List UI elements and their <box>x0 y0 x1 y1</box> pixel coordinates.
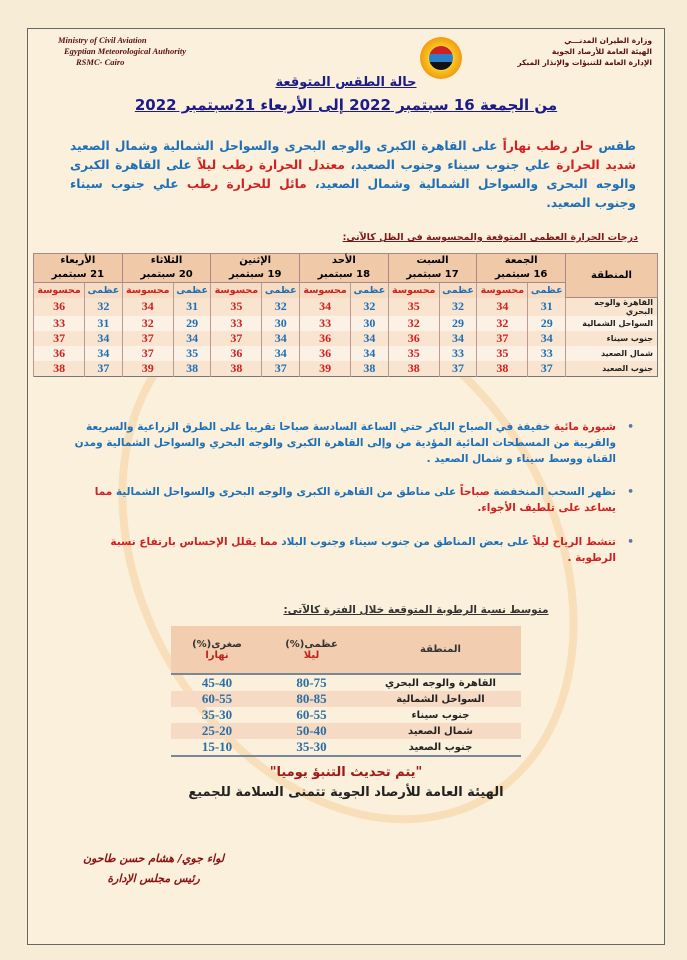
max-temp-cell: 37 <box>439 361 477 377</box>
feel-temp-cell: 39 <box>122 361 173 377</box>
feel-temp-cell: 34 <box>477 298 528 317</box>
max-temp-cell: 37 <box>85 361 123 377</box>
text-segment: شبورة مائية <box>553 421 616 433</box>
text-segment: تظهر السحب المنخفضة <box>489 486 616 498</box>
forecast-document <box>27 28 665 945</box>
day-header <box>388 254 477 283</box>
max-humidity-cell: 35-30 <box>296 739 327 754</box>
text-segment: خفيفة في الصباح الباكر حتي الساعة السادسة صباحا تقريبا على الطرق الزراعية والسريعة والقريبة من المسطحات المائية المؤدية من وإلى القاهرة الكبرى والوجه البحري والسواحل الشمالية ومدن القناة ووسط سيناء و شمال الصعيد . <box>74 421 616 465</box>
max-label: عظمى <box>173 283 211 298</box>
signature-name: لواء جوي/ هشام حسن طاحون <box>83 852 225 865</box>
feel-temp-cell: 38 <box>388 361 439 377</box>
text-segment: على القاهرة الكبرى والوجه البحرى والسواحل الشمالية وشمال الصعيد، <box>70 158 637 191</box>
feel-temp-cell: 35 <box>388 346 439 361</box>
bullet-item <box>68 484 634 516</box>
max-temp-cell: 34 <box>173 331 211 346</box>
table-row <box>34 331 658 346</box>
table-header <box>34 254 658 298</box>
max-temp-cell: 29 <box>173 316 211 331</box>
day-header <box>211 254 300 283</box>
max-temp-cell: 32 <box>262 298 300 317</box>
feel-temp-cell: 36 <box>300 331 351 346</box>
text-segment: على بعض المناطق من جنوب سيناء وجنوب البلاد <box>277 536 533 548</box>
subheader-row <box>34 283 658 298</box>
max-humidity-cell: 50-40 <box>263 723 360 739</box>
header-line: الهيئة العامة للأرصاد الجوية <box>551 47 652 56</box>
feel-temp-cell: 32 <box>122 316 173 331</box>
feel-temp-cell: 37 <box>122 346 173 361</box>
header-line: الإدارة العامة للتنبؤات والإنذار المبكر <box>517 58 652 67</box>
day-date: 16 سبتمبر <box>494 269 548 280</box>
page-title: حالة الطقس المتوقعة <box>275 75 417 90</box>
max-temp-cell: 34 <box>528 331 566 346</box>
region-cell: جنوب الصعيد <box>408 741 473 753</box>
bullet-item <box>68 419 634 467</box>
max-temp-cell: 33 <box>528 346 566 361</box>
max-temp-cell: 34 <box>351 331 389 346</box>
day-header <box>300 254 389 283</box>
table-row <box>34 346 658 361</box>
region-cell: جنوب سيناء <box>566 331 658 346</box>
text-segment: مما يقلل الإحساس بارتفاع نسبة الرطوبة . <box>110 536 616 564</box>
header-line: Ministry of Civil Aviation <box>58 35 147 45</box>
day-name: الثلاثاء <box>150 255 183 266</box>
header-line: RSMC- Cairo <box>76 57 125 67</box>
ema-logo-icon <box>420 37 462 79</box>
day-date: 18 سبتمبر <box>317 269 371 280</box>
max-temp-cell: 32 <box>439 298 477 317</box>
header-english <box>58 35 186 68</box>
max-temp-cell: 34 <box>85 346 123 361</box>
day-header <box>477 254 566 283</box>
table-row <box>171 723 521 739</box>
temperature-table <box>33 253 658 377</box>
max-label: عظمى <box>439 283 477 298</box>
region-cell: القاهرة والوجه البحري <box>385 677 496 689</box>
max-temp-cell: 29 <box>528 316 566 331</box>
table-row <box>34 316 658 331</box>
max-temp-cell: 34 <box>351 346 389 361</box>
max-temp-cell: 31 <box>173 298 211 317</box>
feel-temp-cell: 39 <box>300 361 351 377</box>
feel-temp-cell: 33 <box>211 316 262 331</box>
feel-temp-cell: 38 <box>477 361 528 377</box>
feel-temp-cell: 33 <box>34 316 85 331</box>
feel-temp-cell: 37 <box>34 331 85 346</box>
region-header: المنطقة <box>360 626 521 674</box>
feel-temp-cell: 37 <box>122 331 173 346</box>
max-humidity-cell: 80-75 <box>296 675 327 690</box>
day-date: 17 سبتمبر <box>406 269 459 280</box>
max-temp-cell: 37 <box>528 361 566 377</box>
max-temp-cell: 34 <box>85 331 123 346</box>
header-sub: ليلا <box>303 649 320 661</box>
feel-temp-cell: 34 <box>122 298 173 317</box>
min-humidity-cell: 35-30 <box>201 707 233 722</box>
signature <box>83 849 224 889</box>
text-segment: على مناطق من القاهرة الكبرى والوجه البحرى والسواحل الشمالية <box>112 486 460 498</box>
table-row <box>34 298 658 317</box>
max-label: عظمى <box>262 283 300 298</box>
table-body <box>34 298 658 377</box>
region-cell: السواحل الشمالية <box>360 691 521 707</box>
temp-table-caption: درجات الحرارة العظمى المتوقعة والمحسوسة فى الظل كالآتى: <box>342 232 638 243</box>
day-date: 21 سبتمبر <box>51 269 105 280</box>
max-temp-cell: 38 <box>173 361 211 377</box>
feel-temp-cell: 36 <box>34 346 85 361</box>
header-sub: نهارا <box>205 649 229 661</box>
region-cell: جنوب سيناء <box>411 709 470 721</box>
humidity-table <box>171 626 521 757</box>
max-label: عظمى <box>528 283 566 298</box>
text-segment: علي جنوب سيناء وجنوب الصعيد. <box>70 177 636 210</box>
text-segment: مما يساعد على تلطيف الأجواء. <box>94 486 616 514</box>
max-temp-cell: 38 <box>351 361 389 377</box>
max-humidity-cell: 80-85 <box>263 691 360 707</box>
region-header: المنطقة <box>566 254 658 298</box>
max-label: عظمى <box>351 283 389 298</box>
humidity-caption: متوسط نسبة الرطوبة المتوقعة خلال الفترة كالآتى: <box>283 604 549 616</box>
feel-temp-cell: 38 <box>211 361 262 377</box>
feel-temp-cell: 33 <box>300 316 351 331</box>
feel-label: محسوسة <box>34 283 85 298</box>
max-label: عظمى <box>85 283 123 298</box>
day-name: الجمعة <box>504 255 538 266</box>
table-row <box>34 361 658 377</box>
text-segment: مائل للحرارة رطب <box>186 177 307 191</box>
feel-temp-cell: 35 <box>477 346 528 361</box>
text-segment: تنشط الرياح ليلاً <box>532 536 616 548</box>
feel-temp-cell: 36 <box>211 346 262 361</box>
text-segment: على القاهرة الكبرى والوجه البحرى والسواحل الشمالية وشمال الصعيد <box>70 139 503 153</box>
day-name: السبت <box>416 255 449 266</box>
min-humidity-header <box>171 626 263 674</box>
min-humidity-cell: 15-10 <box>201 739 233 754</box>
text-segment: شديد الحرارة <box>556 158 636 172</box>
feel-temp-cell: 36 <box>300 346 351 361</box>
text-segment: حار رطب نهاراً <box>502 139 594 153</box>
day-name: الأربعاء <box>60 255 96 266</box>
feel-label: محسوسة <box>122 283 173 298</box>
bullet-item <box>68 534 634 566</box>
table-row <box>171 739 521 756</box>
header-line: Egyptian Meteorological Authority <box>64 46 186 56</box>
closing-line: الهيئة العامة للأرصاد الجوية تتمنى السلامة للجميع <box>188 785 504 800</box>
feel-label: محسوسة <box>388 283 439 298</box>
feel-temp-cell: 35 <box>388 298 439 317</box>
day-date: 20 سبتمبر <box>140 269 193 280</box>
signature-title: رئيس مجلس الإدارة <box>107 872 200 885</box>
region-cell: السواحل الشمالية <box>566 316 658 331</box>
day-date: 19 سبتمبر <box>228 269 282 280</box>
max-temp-cell: 34 <box>262 346 300 361</box>
header-line: وزارة الطيران المدنـــي <box>564 36 652 45</box>
max-temp-cell: 29 <box>439 316 477 331</box>
feel-temp-cell: 36 <box>388 331 439 346</box>
max-temp-cell: 35 <box>173 346 211 361</box>
max-temp-cell: 32 <box>85 298 123 317</box>
max-temp-cell: 34 <box>262 331 300 346</box>
header-arabic <box>517 35 652 68</box>
max-temp-cell: 34 <box>439 331 477 346</box>
table-row <box>171 691 521 707</box>
header-row <box>34 254 658 283</box>
feel-temp-cell: 32 <box>388 316 439 331</box>
max-humidity-cell: 60-55 <box>296 707 327 722</box>
text-segment: معتدل الحرارة رطب ليلاً <box>197 158 345 172</box>
text-segment: طقس <box>593 139 636 153</box>
max-temp-cell: 31 <box>528 298 566 317</box>
table-row <box>171 707 521 723</box>
text-segment: صباحاً <box>459 486 490 498</box>
region-cell: القاهرة والوجه البحري <box>566 298 658 317</box>
day-name: الأحد <box>331 255 356 266</box>
max-temp-cell: 32 <box>351 298 389 317</box>
table-row <box>171 674 521 691</box>
feel-temp-cell: 34 <box>300 298 351 317</box>
table-header <box>171 626 521 674</box>
feel-temp-cell: 37 <box>477 331 528 346</box>
feel-temp-cell: 32 <box>477 316 528 331</box>
max-temp-cell: 37 <box>262 361 300 377</box>
min-humidity-cell: 60-55 <box>171 691 263 707</box>
header-label: عظمى(%) <box>285 638 338 650</box>
date-range: من الجمعة 16 سبتمبر 2022 إلى الأربعاء 21سبتمبر 2022 <box>134 96 558 114</box>
summary-paragraph <box>70 137 636 213</box>
region-cell: جنوب الصعيد <box>566 361 658 377</box>
day-header <box>122 254 211 283</box>
region-cell: شمال الصعيد <box>360 723 521 739</box>
feel-temp-cell: 37 <box>211 331 262 346</box>
feel-temp-cell: 36 <box>34 298 85 317</box>
max-temp-cell: 33 <box>439 346 477 361</box>
min-humidity-cell: 45-40 <box>201 675 233 690</box>
feel-temp-cell: 38 <box>34 361 85 377</box>
header-row <box>171 626 521 674</box>
max-temp-cell: 30 <box>262 316 300 331</box>
min-humidity-cell: 25-20 <box>171 723 263 739</box>
feel-temp-cell: 35 <box>211 298 262 317</box>
feel-label: محسوسة <box>300 283 351 298</box>
text-segment: علي جنوب سيناء وجنوب الصعيد، <box>344 158 557 172</box>
header-label: صغرى(%) <box>192 638 242 650</box>
feel-label: محسوسة <box>211 283 262 298</box>
day-name: الإثنين <box>239 255 272 266</box>
max-temp-cell: 31 <box>85 316 123 331</box>
feel-label: محسوسة <box>477 283 528 298</box>
day-header <box>34 254 123 283</box>
region-cell: شمال الصعيد <box>566 346 658 361</box>
table-body <box>171 674 521 756</box>
update-note: "يتم تحديث التنبؤ يوميا" <box>269 765 423 780</box>
max-temp-cell: 30 <box>351 316 389 331</box>
max-humidity-header <box>263 626 360 674</box>
